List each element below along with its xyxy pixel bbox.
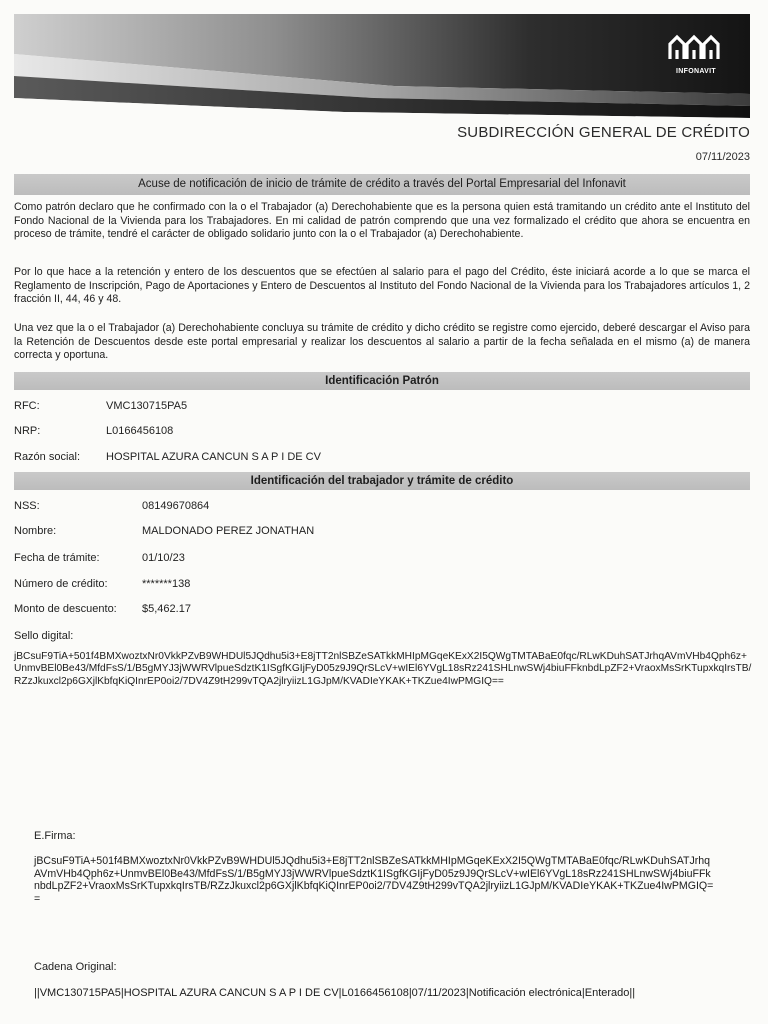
procedure-date-label: Fecha de trámite: (14, 552, 100, 564)
nss-value: 08149670864 (142, 500, 210, 512)
worker-name-label: Nombre: (14, 525, 57, 537)
digital-seal-value: jBCsuF9TiA+501f4BMXwoztxNr0VkkPZvB9WHDUl5JQdhu5i3+E8jTT2nlSBZeSATkkMHIpMGqeKExX2I5QWgTMTABaE0fqc/RLwKDuhSATJrhqAVmVHb4Qph6z+UnmvBEl0Be43/MfdFsS/1/B5gMYJ3jWWRVlpueSdztK1ISgfKGIjFyD05z9J9QrSLcV+wIEl6YVgL18sRz241SHLnwSWj4biuFFknbdLpZF2+VraoxMsSrKTupxkqIrsTB/RZzJkuxcl2p6GXjlKbfqKiQInrEP0oi2/7DV4Z9tH299vTQA2jlryiizL1GJpM/KVADIeYKAK+TKZue4IwPMGIQ== (14, 651, 752, 687)
procedure-date-value: 01/10/23 (142, 552, 185, 564)
houses-logo-icon (667, 32, 725, 62)
company-name-label: Razón social: (14, 451, 81, 463)
worker-name-value: MALDONADO PEREZ JONATHAN (142, 525, 315, 537)
header-banner (14, 14, 750, 124)
logo-text: INFONAVIT (676, 68, 716, 75)
rfc-label: RFC: (14, 400, 40, 412)
original-chain-label: Cadena Original: (34, 961, 117, 973)
efirma-label: E.Firma: (34, 830, 76, 842)
efirma-value: jBCsuF9TiA+501f4BMXwoztxNr0VkkPZvB9WHDUl5JQdhu5i3+E8jTT2nlSBZeSATkkMHIpMGqeKExX2I5QWgTMTABaE0fqc/RLwKDuhSATJrhqAVmVHb4Qph6z+UnmvBEl0Be43/MfdFsS/1/B5gMYJ3jWWRVlpueSdztK1ISgfKGIjFyD05z9J9QrSLcV+wIEl6YVgL18sRz241SHLnwSWj4biuFFknbdLpZF2+VraoxMsSrKTupxkqIrsTB/RZzJkuxcl2p6GXjlKbfqKiQInrEP0oi2/7DV4Z9tH299vTQA2jlryiizL1GJpM/KVADIeYKAK+TKZue4IwPMGIQ== (34, 855, 714, 905)
paragraph-retention: Por lo que hace a la retención y entero de los descuentos que se efectúen al salario para el pago del Crédito, éste iniciará acorde a lo que se marca el Reglamento de Inscripción, Pago de Aportaciones y Entero de Descuentos al Instituto del Fondo Nacional de la Vivienda para los Trabajadores artículos 1, 2 fracción II, 44, 46 y 48. (14, 266, 750, 306)
discount-amount-label: Monto de descuento: (14, 603, 117, 615)
nrp-label: NRP: (14, 425, 41, 437)
paragraph-discount-notice: Una vez que la o el Trabajador (a) Derechohabiente concluya su trámite de crédito y dicho crédito se registre como ejercido, deberé descargar el Aviso para la Retención de Descuentos desde este portal empresarial y realizar los descuentos al salario a partir de la fecha señalada en el mismo (a) de manera correcta y oportuna. (14, 322, 750, 362)
subdirection-title: SUBDIRECCIÓN GENERAL DE CRÉDITO (457, 124, 750, 141)
employer-section-title: Identificación Patrón (14, 372, 750, 390)
credit-number-value: *******138 (142, 578, 191, 590)
nss-label: NSS: (14, 500, 40, 512)
nrp-value: L0166456108 (106, 425, 174, 437)
company-name-value: HOSPITAL AZURA CANCUN S A P I DE CV (106, 451, 321, 463)
digital-seal-label: Sello digital: (14, 630, 74, 642)
acknowledgement-title: Acuse de notificación de inicio de trámite de crédito a través del Portal Empresarial del Infonavit (14, 174, 750, 195)
paragraph-employer-declaration: Como patrón declaro que he confirmado con la o el Trabajador (a) Derechohabiente que es la persona quien está tramitando un crédito ante el Instituto del Fondo Nacional de la Vivienda para los Trabajadores. En mi calidad de patrón comprendo que una vez formalizado el crédito que ahora se encuentra en proceso de trámite, tendré el carácter de obligado solidario junto con la o el Trabajador (a) Derechohabiente. (14, 201, 750, 241)
rfc-value: VMC130715PA5 (106, 400, 188, 412)
worker-section-title: Identificación del trabajador y trámite de crédito (14, 472, 750, 490)
discount-amount-value: $5,462.17 (142, 603, 191, 615)
original-chain-value: ||VMC130715PA5|HOSPITAL AZURA CANCUN S A P I DE CV|L0166456108|07/11/2023|Notificación electrónica|Enterado|| (34, 987, 636, 999)
infonavit-logo (664, 32, 728, 75)
banner-graphic (14, 14, 750, 124)
credit-number-label: Número de crédito: (14, 578, 108, 590)
document-date: 07/11/2023 (695, 151, 750, 163)
